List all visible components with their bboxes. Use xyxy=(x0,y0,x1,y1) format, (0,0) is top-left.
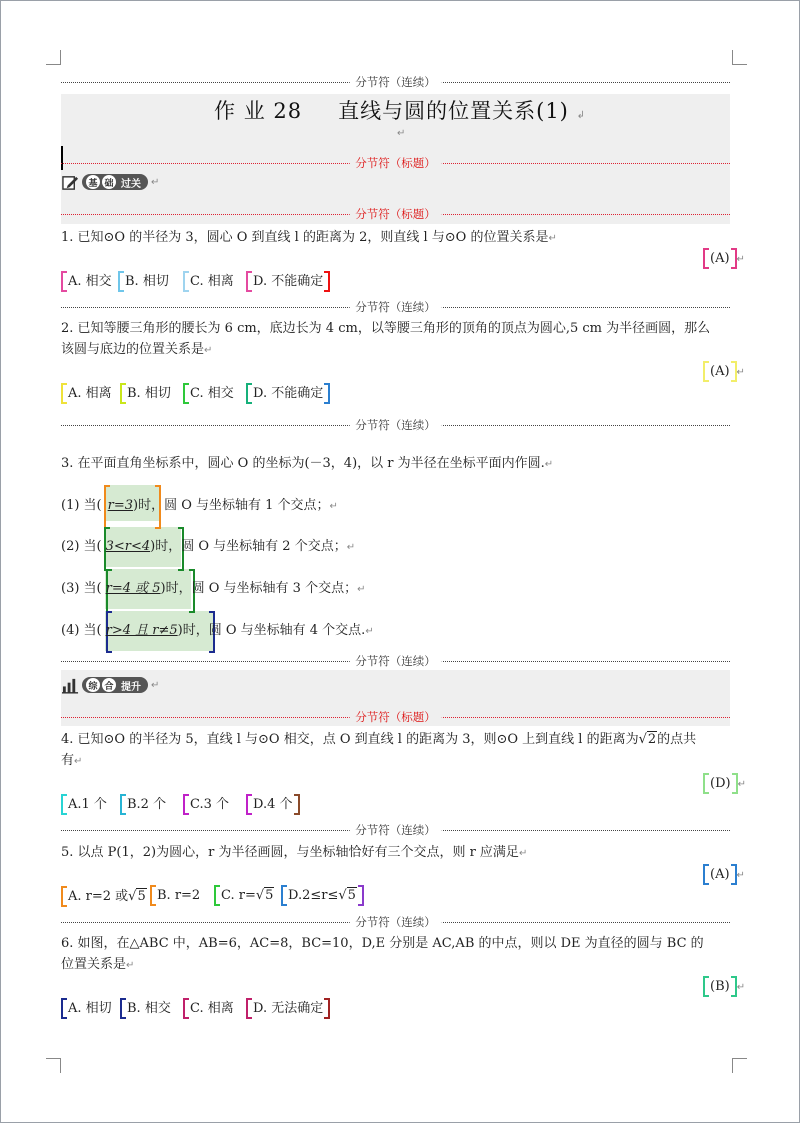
paragraph-mark: ↲ xyxy=(576,110,586,121)
edit-icon xyxy=(62,174,79,191)
question-5-answer: (A) ↵ xyxy=(703,864,745,885)
section-break-label: 分节符（连续） xyxy=(349,417,442,433)
question-1-option-d: D. 不能确定 xyxy=(246,270,330,292)
question-2-answer: (A) ↵ xyxy=(703,361,745,382)
section-pill xyxy=(82,174,148,190)
question-5-option-a: A. r=2 或√5 xyxy=(61,885,147,907)
section-break xyxy=(61,300,730,314)
paragraph-mark: ↵ xyxy=(151,176,160,188)
section-break-label: 分节符（连续） xyxy=(349,74,442,90)
pill-text: 提升 xyxy=(121,681,141,693)
section-break-label: 分节符（连续） xyxy=(349,914,442,930)
question-2-line-1: 2. 已知等腰三角形的腰长为 6 cm，底边长为 4 cm，以等腰三角形的顶角的顶点为圆心,5 cm 为半径画圆，那么 xyxy=(61,321,711,336)
section-break xyxy=(61,418,730,432)
section-break-label: 分节符（连续） xyxy=(349,299,442,315)
question-5-option-d: D.2≤r≤√5 xyxy=(281,885,364,906)
section-break xyxy=(61,823,730,837)
question-4-option-b: B.2 个 xyxy=(120,793,166,815)
question-4-line-2: 有↵ xyxy=(61,753,83,768)
question-2-line-2: 该圆与底边的位置关系是↵ xyxy=(61,342,213,357)
section-break-title xyxy=(61,207,730,221)
section-break-title xyxy=(61,710,730,724)
question-4-answer: (D) ↵ xyxy=(703,773,746,794)
paragraph-mark: ↵ xyxy=(151,679,160,691)
section-break-label: 分节符（标题） xyxy=(349,206,442,222)
question-1-option-c: C. 相离 xyxy=(183,270,234,292)
section-break xyxy=(61,75,730,89)
section-badge-advanced xyxy=(62,675,159,695)
title-prefix: 作 业 28 xyxy=(214,99,303,123)
question-5-option-b: B. r=2 xyxy=(150,885,200,906)
question-6-option-c: C. 相离 xyxy=(183,997,234,1019)
question-4-option-a: A.1 个 xyxy=(61,793,107,815)
crop-mark-top-left xyxy=(46,50,61,65)
question-1-answer: (A) ↵ xyxy=(703,248,745,269)
question-1-text: 1. 已知⊙O 的半径为 3，圆心 O 到直线 l 的距离为 2，则直线 l 与⊙O 的位置关系是↵ xyxy=(61,230,557,245)
section-break-label: 分节符（连续） xyxy=(349,822,442,838)
bar-chart-icon xyxy=(62,677,79,694)
section-break xyxy=(61,915,730,929)
question-5-text: 5. 以点 P(1，2)为圆心，r 为半径画圆，与坐标轴恰好有三个交点，则 r 应满足↵ xyxy=(61,845,528,860)
question-3-part-2: (2) 当( 3<r<4)时，圆 O 与坐标轴有 2 个交点；↵ xyxy=(61,539,356,554)
title-main: 直线与圆的位置关系(1) xyxy=(338,99,569,123)
section-break-label: 分节符（标题） xyxy=(349,155,442,171)
question-6-answer: (B) ↵ xyxy=(703,976,745,997)
paragraph-mark: ↵ xyxy=(397,128,406,139)
question-6-option-a: A. 相切 xyxy=(61,997,112,1019)
crop-mark-bottom-right xyxy=(732,1058,747,1073)
section-break-title xyxy=(61,156,730,170)
question-3-text: 3. 在平面直角坐标系中，圆心 O 的坐标为(－3，4)，以 r 为半径在坐标平面内作圆.↵ xyxy=(61,456,554,471)
question-2-option-c: C. 相交 xyxy=(183,382,234,404)
pill-char: 综 xyxy=(86,678,100,692)
question-6-option-b: B. 相交 xyxy=(120,997,171,1019)
section-break-label: 分节符（连续） xyxy=(349,653,442,669)
question-2-option-d: D. 不能确定 xyxy=(246,382,330,404)
pill-char: 合 xyxy=(102,678,116,692)
crop-mark-bottom-left xyxy=(46,1058,61,1073)
question-6-line-2: 位置关系是↵ xyxy=(61,957,135,972)
question-2-option-b: B. 相切 xyxy=(120,382,171,404)
section-break-label: 分节符（标题） xyxy=(349,709,442,725)
question-1-option-a: A. 相交 xyxy=(61,270,112,292)
section-break xyxy=(61,654,730,668)
pill-char: 基 xyxy=(86,175,100,189)
question-6-option-d: D. 无法确定 xyxy=(246,997,330,1019)
question-3-part-4: (4) 当( r>4 且 r≠5)时，圆 O 与坐标轴有 4 个交点.↵ xyxy=(61,623,374,638)
question-4-line-1: 4. 已知⊙O 的半径为 5，直线 l 与⊙O 相交，点 O 到直线 l 的距离为 3，则⊙O 上到直线 l 的距离为√2的点共 xyxy=(61,732,697,747)
pill-char: 础 xyxy=(102,175,116,189)
question-2-option-a: A. 相离 xyxy=(61,382,112,404)
question-5-option-c: C. r=√5 xyxy=(214,885,274,906)
section-badge-basic xyxy=(62,172,159,192)
question-3-part-3: (3) 当( r=4 或 5)时，圆 O 与坐标轴有 3 个交点；↵ xyxy=(61,581,366,596)
question-1-option-b: B. 相切 xyxy=(118,270,169,292)
question-4-option-d: D.4 个 xyxy=(246,793,300,815)
pill-text: 过关 xyxy=(121,178,141,190)
page-title xyxy=(0,95,800,125)
question-4-option-c: C.3 个 xyxy=(183,793,229,815)
section-pill xyxy=(82,677,148,693)
question-6-line-1: 6. 如图，在△ABC 中，AB=6，AC=8，BC=10，D,E 分别是 AC,AB 的中点，则以 DE 为直径的圆与 BC 的 xyxy=(61,936,704,951)
crop-mark-top-right xyxy=(732,50,747,65)
question-3-part-1: (1) 当( r=3)时，圆 O 与坐标轴有 1 个交点；↵ xyxy=(61,498,338,513)
